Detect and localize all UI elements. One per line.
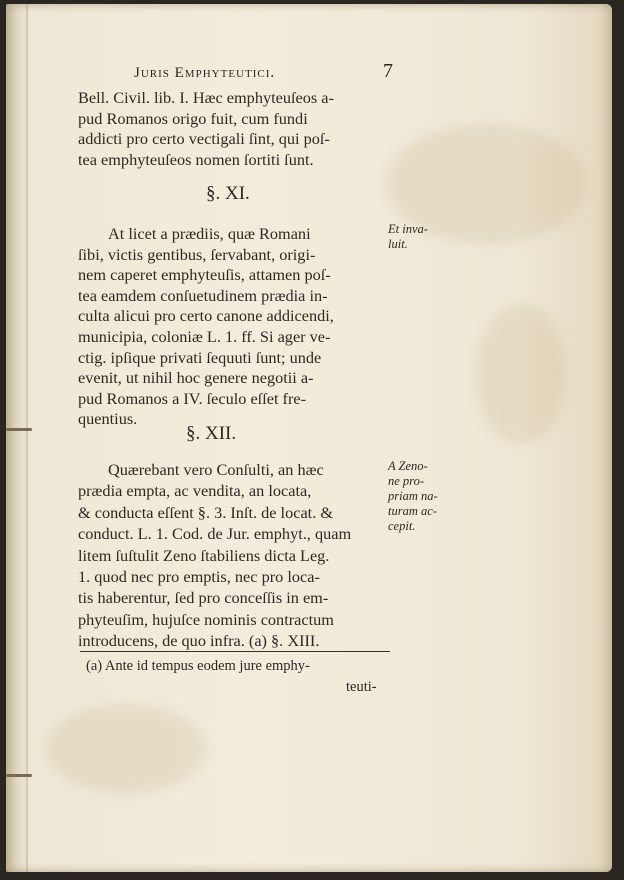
margin-note-line: Et inva- bbox=[388, 222, 428, 236]
margin-note-line: turam ac- bbox=[388, 504, 437, 518]
text-line: phyteuſim, hujuſce nominis contractum bbox=[78, 609, 334, 629]
text-line: tea emphyteuſeos nomen ſortiti ſunt. bbox=[78, 149, 314, 169]
text-line: pud Romanos origo fuit, cum fundi bbox=[78, 108, 308, 128]
margin-note-1 bbox=[388, 222, 458, 252]
text-line: Quærebant vero Conſulti, an hæc bbox=[108, 460, 324, 479]
footnote: (a) Ante id tempus eodem jure emphy- bbox=[86, 658, 310, 674]
footnote-rule bbox=[80, 651, 390, 652]
margin-note-line: ne pro- bbox=[388, 474, 424, 488]
text-line: conduct. L. 1. Cod. de Jur. emphyt., quam bbox=[78, 524, 352, 544]
running-header bbox=[134, 60, 394, 84]
page-number: 7 bbox=[383, 60, 394, 82]
text-line: At licet a prædiis, quæ Romani bbox=[108, 224, 311, 243]
text-line: 1. quod nec pro emptis, nec pro loca- bbox=[78, 567, 320, 587]
margin-note-line: cepit. bbox=[388, 519, 416, 533]
text-line: Bell. Civil. lib. I. Hæc emphyteuſeos a- bbox=[78, 88, 334, 107]
paragraph-2 bbox=[78, 224, 386, 430]
text-line: tis haberentur, ſed pro conceſſis in em- bbox=[78, 588, 329, 608]
binding-thread bbox=[6, 428, 32, 431]
text-line: municipia, coloniæ L. 1. ff. Si ager ve- bbox=[78, 326, 331, 346]
text-line: culta alicui pro certo canone addicendi, bbox=[78, 306, 334, 326]
paragraph-3 bbox=[78, 459, 386, 652]
text-line: litem ſuſtulit Zeno ſtabiliens dicta Leg. bbox=[78, 545, 330, 565]
paper-stain bbox=[476, 304, 566, 444]
running-title: Juris Emphyteutici. bbox=[134, 65, 276, 81]
text-line: tea eamdem conſuetudinem prædia in- bbox=[78, 285, 328, 305]
text-line: pud Romanos a IV. ſeculo eſſet fre- bbox=[78, 388, 307, 408]
section-heading-xii: §. XII. bbox=[186, 423, 237, 444]
section-heading-xi: §. XI. bbox=[206, 183, 250, 204]
footnote-continuation: teuti- bbox=[346, 679, 377, 695]
margin-note-line: priam na- bbox=[388, 489, 438, 503]
paper-stain bbox=[46, 704, 206, 794]
margin-note-2 bbox=[388, 459, 458, 534]
text-line: & conducta eſſent §. 3. Inſt. de locat. & bbox=[78, 502, 333, 522]
text-line: nem caperet emphyteuſis, attamen poſ- bbox=[78, 265, 331, 285]
text-line: ctig. ipſique privati ſequuti ſunt; unde bbox=[78, 347, 322, 367]
text-line: evenit, ut nihil hoc genere negotii a- bbox=[78, 368, 314, 388]
text-line: prædia empta, ac vendita, an locata, bbox=[78, 481, 312, 501]
text-line: addicti pro certo vectigali ſint, qui poſ- bbox=[78, 129, 330, 149]
text-line: ſibi, victis gentibus, ſervabant, origi- bbox=[78, 244, 316, 264]
text-line: quentius. bbox=[78, 409, 138, 429]
paragraph-1 bbox=[78, 88, 386, 170]
gutter-fold bbox=[26, 4, 28, 872]
text-line: introducens, de quo infra. (a) §. XIII. bbox=[78, 631, 320, 651]
margin-note-line: A Zeno- bbox=[388, 459, 428, 473]
margin-note-line: luit. bbox=[388, 237, 408, 251]
binding-thread bbox=[6, 774, 32, 777]
